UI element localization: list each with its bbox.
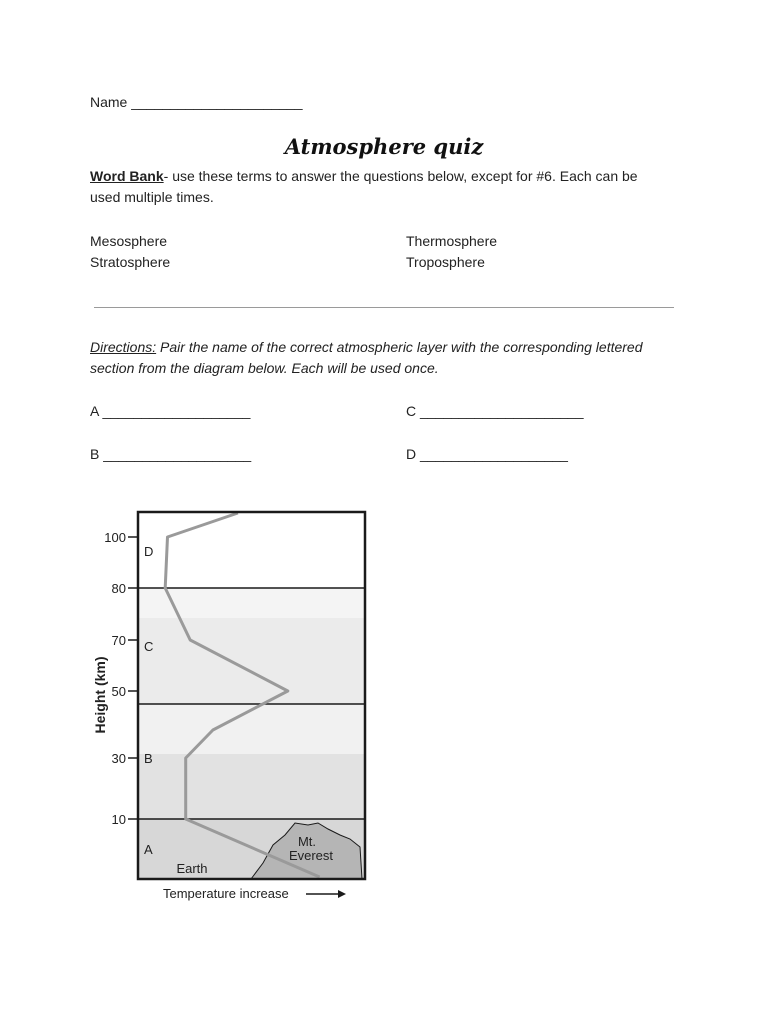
layer-label-c: C [144, 639, 154, 654]
everest-label-line2: Everest [288, 848, 334, 863]
word-bank-label: Word Bank [90, 168, 164, 184]
answer-blank-b[interactable]: B ___________________ [90, 446, 252, 462]
directions-paragraph [90, 337, 650, 379]
layer-label-b: B [144, 751, 153, 766]
layer-label-d: D [144, 544, 154, 559]
tick-label-30: 30 [111, 751, 126, 766]
atmosphere-diagram [88, 505, 378, 905]
y-axis-title: Height (km) [92, 656, 108, 734]
layer-label-a: A [144, 842, 153, 857]
word-bank-paragraph [90, 166, 670, 208]
band-d [138, 512, 365, 588]
section-divider [94, 307, 674, 308]
term-troposphere: Troposphere [406, 254, 485, 270]
tick-label-50: 50 [111, 684, 126, 699]
term-mesosphere: Mesosphere [90, 233, 168, 249]
y-axis-ticks [104, 530, 138, 827]
x-axis-arrow-icon [338, 890, 346, 898]
band-c [138, 618, 365, 704]
directions-text: Pair the name of the correct atmospheric layer with the corresponding lettered section from the diagram below. Each will be used once. [90, 339, 643, 376]
answer-blank-c[interactable]: C _____________________ [406, 403, 584, 419]
x-axis-title: Temperature increase [163, 886, 289, 901]
quiz-title: Atmosphere quiz [284, 134, 484, 159]
term-stratosphere: Stratosphere [90, 254, 171, 270]
answer-blank-a[interactable]: A ___________________ [90, 403, 251, 419]
directions-label: Directions: [90, 339, 157, 355]
everest-label-line1: Mt. [297, 834, 317, 849]
word-bank-instructions: - use these terms to answer the questions below, except for #6. Each can be used multiple times. [90, 168, 638, 205]
name-field[interactable]: Name ______________________ [90, 94, 303, 110]
term-thermosphere: Thermosphere [406, 233, 498, 249]
earth-label: Earth [176, 861, 208, 876]
band-b-lower [138, 754, 365, 819]
tick-label-70: 70 [111, 633, 126, 648]
answer-blank-d[interactable]: D ___________________ [406, 446, 568, 462]
tick-label-10: 10 [111, 812, 126, 827]
tick-label-80: 80 [111, 581, 126, 596]
tick-label-100: 100 [104, 530, 126, 545]
